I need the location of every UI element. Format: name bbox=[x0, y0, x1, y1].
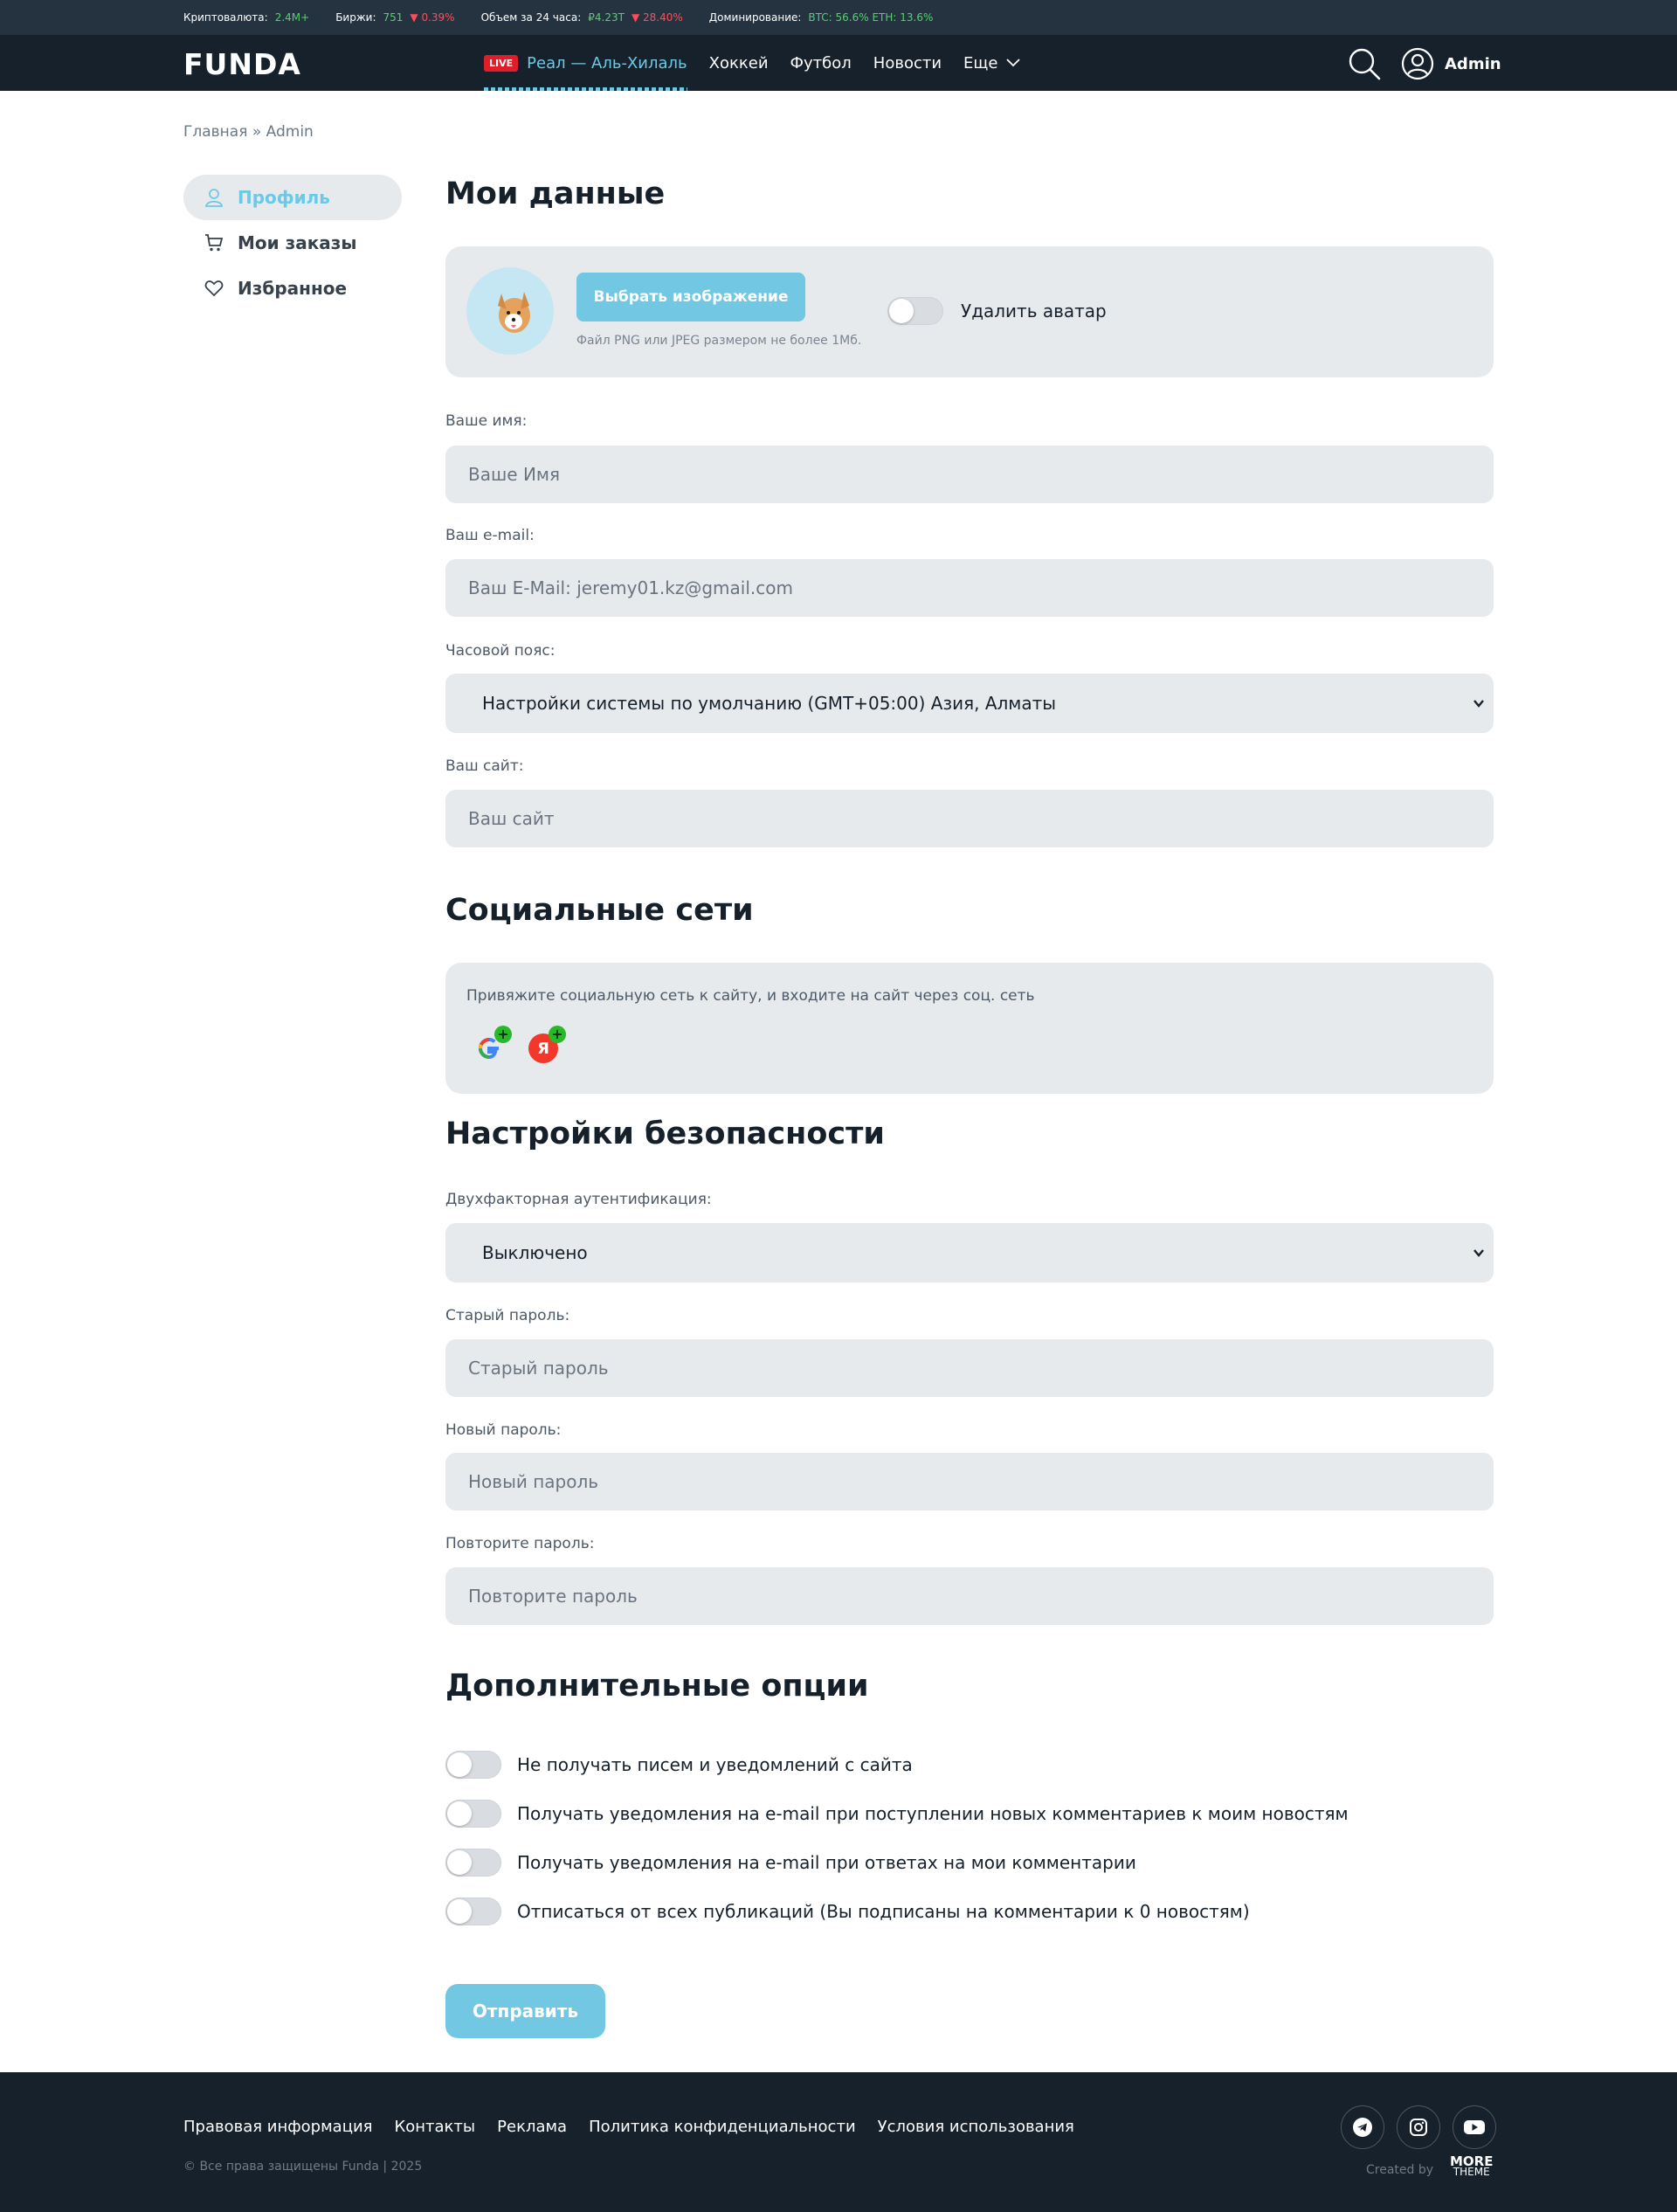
dominance-value: BTC: 56.6% ETH: 13.6% bbox=[808, 11, 934, 24]
nav-live-label: Реал — Аль-Хилаль bbox=[527, 53, 687, 73]
chevron-down-icon bbox=[1006, 59, 1020, 67]
nav-more-label: Еще bbox=[963, 53, 998, 73]
site-header bbox=[0, 35, 1677, 91]
yandex-icon: Я bbox=[528, 1033, 558, 1063]
cart-icon bbox=[204, 233, 224, 252]
dog-avatar-image bbox=[466, 267, 554, 355]
add-icon: + bbox=[549, 1026, 566, 1043]
sidebar-item-label: Мои заказы bbox=[238, 232, 357, 253]
site-input[interactable] bbox=[445, 790, 1494, 847]
footer-link-privacy[interactable]: Политика конфиденциальности bbox=[589, 2118, 856, 2136]
option-toggle-replies[interactable] bbox=[445, 1849, 501, 1877]
avatar[interactable] bbox=[466, 267, 554, 355]
youtube-button[interactable] bbox=[1453, 2105, 1496, 2149]
volume-change: ▼ 28.40% bbox=[631, 11, 683, 24]
option-row bbox=[445, 1751, 913, 1779]
option-row bbox=[445, 1849, 1136, 1877]
breadcrumb[interactable]: Главная » Admin bbox=[183, 123, 314, 141]
google-connect-button[interactable] bbox=[472, 1026, 509, 1066]
delete-avatar-option bbox=[887, 297, 1107, 325]
option-label: Не получать писем и уведомлений с сайта bbox=[517, 1754, 913, 1775]
twofa-select[interactable] bbox=[445, 1223, 1494, 1282]
sidebar-item-label: Избранное bbox=[238, 278, 348, 299]
nav-item-hockey[interactable]: Хоккей bbox=[708, 53, 769, 73]
crypto-value: 2.4M+ bbox=[274, 11, 310, 24]
chevron-down-icon bbox=[1473, 697, 1485, 709]
page-title: Мои данные bbox=[445, 176, 666, 211]
telegram-icon bbox=[1352, 2117, 1373, 2138]
copyright: © Все права защищены Funda | 2025 bbox=[183, 2160, 423, 2174]
dominance-label: Доминирование: bbox=[708, 11, 802, 24]
name-label: Ваше имя: bbox=[445, 412, 528, 430]
add-icon: + bbox=[494, 1026, 512, 1043]
ticker-bar bbox=[0, 0, 1677, 35]
sidebar-item-profile[interactable] bbox=[183, 175, 402, 220]
exchanges-change: ▼ 0.39% bbox=[410, 11, 455, 24]
old-password-input[interactable] bbox=[445, 1339, 1494, 1397]
nav-item-live-match[interactable] bbox=[484, 35, 687, 91]
exchanges-value: 751 bbox=[383, 11, 404, 24]
footer-link-contacts[interactable]: Контакты bbox=[394, 2118, 476, 2136]
site-footer bbox=[0, 2072, 1677, 2212]
youtube-icon bbox=[1463, 2119, 1486, 2136]
user-icon bbox=[1401, 47, 1434, 80]
footer-link-ads[interactable]: Реклама bbox=[497, 2118, 568, 2136]
name-input[interactable] bbox=[445, 446, 1494, 503]
repeat-password-input[interactable] bbox=[445, 1567, 1494, 1625]
delete-avatar-label: Удалить аватар bbox=[961, 301, 1107, 321]
volume-value: ₽4.23T bbox=[588, 11, 625, 24]
email-input[interactable] bbox=[445, 559, 1494, 617]
social-hint: Привяжите социальную сеть к сайту, и входите на сайт через соц. сеть bbox=[466, 987, 1035, 1005]
exchanges-label: Биржи: bbox=[335, 11, 376, 24]
created-by-label: Created by bbox=[1366, 2163, 1434, 2177]
telegram-button[interactable] bbox=[1341, 2105, 1384, 2149]
old-password-label: Старый пароль: bbox=[445, 1307, 570, 1324]
option-label: Отписаться от всех публикаций (Вы подписаны на комментарии к 0 новостям) bbox=[517, 1901, 1250, 1922]
instagram-icon bbox=[1408, 2117, 1429, 2138]
option-label: Получать уведомления на e-mail при ответах на мои комментарии bbox=[517, 1852, 1136, 1873]
user-icon bbox=[204, 188, 224, 207]
new-password-label: Новый пароль: bbox=[445, 1421, 562, 1439]
social-title: Социальные сети bbox=[445, 893, 754, 928]
new-password-input[interactable] bbox=[445, 1453, 1494, 1510]
social-card bbox=[445, 963, 1494, 1094]
crypto-label: Криптовалюта: bbox=[183, 11, 268, 24]
user-name: Admin bbox=[1445, 54, 1501, 73]
delete-avatar-toggle[interactable] bbox=[887, 297, 943, 325]
footer-links bbox=[183, 2118, 1074, 2136]
chevron-down-icon bbox=[1473, 1247, 1485, 1259]
live-badge: LIVE bbox=[484, 55, 518, 72]
nav-item-news[interactable]: Новости bbox=[873, 53, 942, 73]
sidebar bbox=[183, 175, 402, 311]
heart-icon bbox=[204, 279, 224, 298]
moretheme-top: MORE bbox=[1450, 2153, 1494, 2169]
upload-hint: Файл PNG или JPEG размером не более 1Мб. bbox=[576, 334, 862, 348]
security-title: Настройки безопасности bbox=[445, 1116, 885, 1151]
option-toggle-news-comments[interactable] bbox=[445, 1800, 501, 1828]
timezone-value: Настройки системы по умолчанию (GMT+05:00) Азия, Алматы bbox=[482, 693, 1057, 714]
option-label: Получать уведомления на e-mail при поступлении новых комментариев к моим новостям bbox=[517, 1803, 1349, 1824]
volume-label: Объем за 24 часа: bbox=[480, 11, 582, 24]
twofa-value: Выключено bbox=[482, 1242, 588, 1263]
search-icon[interactable] bbox=[1348, 47, 1381, 80]
choose-image-button[interactable]: Выбрать изображение bbox=[576, 273, 805, 321]
main-nav bbox=[484, 35, 1020, 91]
avatar-card bbox=[445, 246, 1494, 377]
sidebar-item-label: Профиль bbox=[238, 187, 330, 208]
email-label: Ваш e-mail: bbox=[445, 527, 535, 544]
option-toggle-no-emails[interactable] bbox=[445, 1751, 501, 1779]
option-row bbox=[445, 1897, 1250, 1925]
submit-button[interactable]: Отправить bbox=[445, 1984, 605, 2038]
twofa-label: Двухфакторная аутентификация: bbox=[445, 1191, 712, 1208]
sidebar-item-favorites[interactable] bbox=[183, 266, 402, 311]
instagram-button[interactable] bbox=[1397, 2105, 1440, 2149]
moretheme-logo[interactable] bbox=[1450, 2153, 1494, 2178]
social-links bbox=[1341, 2105, 1496, 2149]
footer-link-legal[interactable]: Правовая информация bbox=[183, 2118, 373, 2136]
nav-item-football[interactable]: Футбол bbox=[790, 53, 852, 73]
nav-more-dropdown[interactable] bbox=[963, 54, 1020, 73]
site-label: Ваш сайт: bbox=[445, 757, 524, 775]
repeat-password-label: Повторите пароль: bbox=[445, 1535, 595, 1552]
timezone-select[interactable] bbox=[445, 674, 1494, 733]
timezone-label: Часовой пояс: bbox=[445, 642, 556, 660]
yandex-connect-button[interactable] bbox=[526, 1026, 563, 1066]
option-row bbox=[445, 1800, 1349, 1828]
footer-link-terms[interactable]: Условия использования bbox=[877, 2118, 1074, 2136]
moretheme-bottom: THEME bbox=[1453, 2166, 1490, 2178]
sidebar-item-orders[interactable] bbox=[183, 220, 402, 266]
option-toggle-unsubscribe[interactable] bbox=[445, 1897, 501, 1925]
site-logo[interactable]: FUNDA bbox=[183, 47, 301, 81]
options-title: Дополнительные опции bbox=[445, 1669, 869, 1704]
user-menu[interactable] bbox=[1401, 47, 1501, 80]
